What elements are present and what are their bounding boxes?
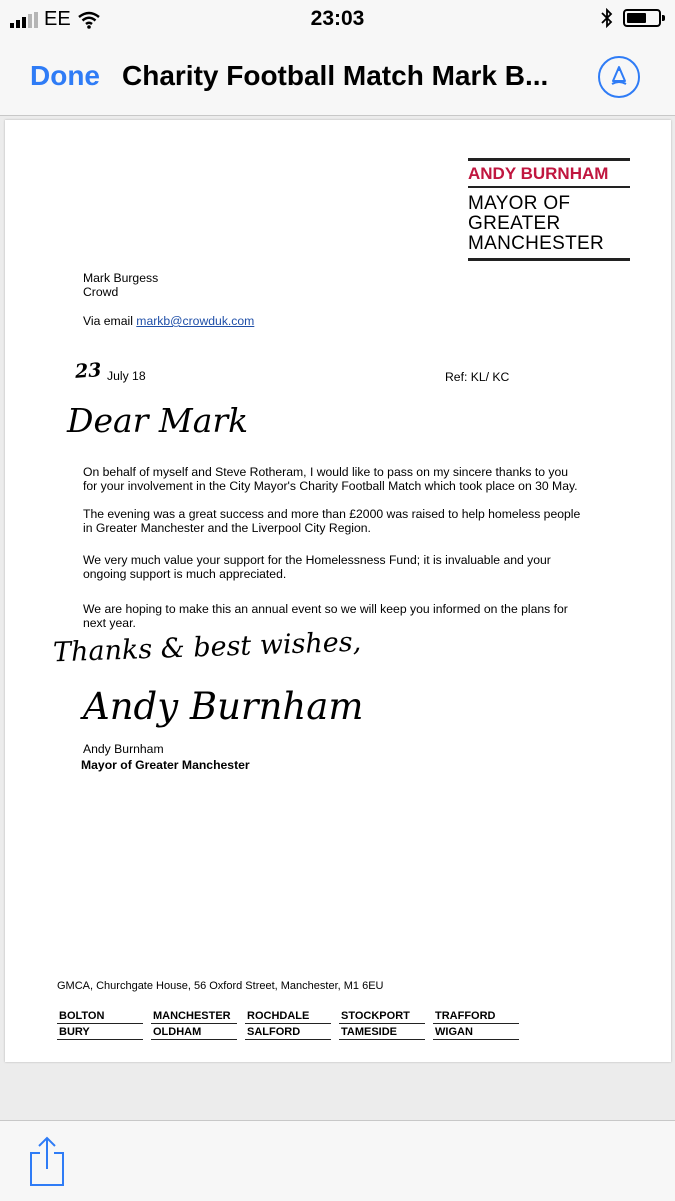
mayor-logo (468, 158, 630, 261)
council-name: TAMESIDE (339, 1024, 425, 1040)
paragraph-3-line-1: We very much value your support for the Homelessness Fund; it is invaluable and your (83, 553, 551, 567)
council-name: OLDHAM (151, 1024, 237, 1040)
navigation-bar (0, 38, 675, 116)
logo-line2: GREATER (468, 213, 561, 234)
bluetooth-icon (601, 8, 613, 28)
council-name: MANCHESTER (151, 1008, 237, 1024)
paragraph-1-line-1: On behalf of myself and Steve Rotheram, I would like to pass on my sincere thanks to you (83, 465, 569, 479)
footer-address: GMCA, Churchgate House, 56 Oxford Street, Manchester, M1 6EU (57, 980, 384, 992)
logo-rule (468, 158, 630, 161)
clock: 23:03 (310, 7, 365, 30)
email-link[interactable]: markb@crowduk.com (136, 314, 255, 328)
paragraph-4-line-1: We are hoping to make this an annual event so we will keep you informed on the plans for (83, 602, 568, 616)
bottom-toolbar (0, 1120, 675, 1201)
status-bar (0, 0, 675, 38)
logo-rule (468, 258, 630, 261)
paragraph-2-line-1: The evening was a great success and more than £2000 was raised to help homeless people (83, 507, 581, 521)
logo-line3: MANCHESTER (468, 233, 605, 254)
document-page (5, 120, 671, 1062)
handwritten-closing: Thanks & best wishes, (52, 626, 362, 669)
paragraph-2-line-2: in Greater Manchester and the Liverpool City Region. (83, 521, 371, 535)
council-name: STOCKPORT (339, 1008, 425, 1024)
markup-pen-icon[interactable] (597, 55, 641, 99)
date-day: 23 (74, 359, 103, 383)
share-icon[interactable] (28, 1135, 66, 1187)
paragraph-4-line-2: next year. (83, 616, 136, 630)
paragraph-3-line-2: ongoing support is much appreciated. (83, 567, 287, 581)
logo-name: ANDY BURNHAM (468, 164, 609, 183)
battery-icon (623, 9, 661, 27)
council-name: TRAFFORD (433, 1008, 519, 1024)
done-button[interactable]: Done (30, 60, 100, 91)
council-list (57, 1008, 527, 1040)
salutation: Dear Mark (67, 401, 249, 440)
council-name: BOLTON (57, 1008, 143, 1024)
reference: Ref: KL/ KC (445, 370, 510, 384)
paragraph-1-line-2: for your involvement in the City Mayor's Charity Football Match which took place on 30 May. (83, 479, 578, 493)
council-name: SALFORD (245, 1024, 331, 1040)
status-right (601, 8, 661, 28)
council-name: BURY (57, 1024, 143, 1040)
logo-rule (468, 186, 630, 188)
signatory-title: Mayor of Greater Manchester (81, 758, 250, 772)
document-title: Charity Football Match Mark B... (122, 60, 549, 91)
logo-line1: MAYOR OF (468, 193, 571, 214)
via-email-line (83, 314, 254, 328)
via-email-label: Via email (83, 314, 133, 328)
council-name: ROCHDALE (245, 1008, 331, 1024)
signatory-name: Andy Burnham (83, 742, 164, 756)
carrier-label: EE (44, 8, 71, 30)
recipient-name: Mark Burgess (83, 271, 159, 285)
recipient-org: Crowd (83, 285, 119, 299)
handwritten-signature: Andy Burnham (83, 685, 364, 728)
date-text: July 18 (107, 369, 146, 383)
council-name: WIGAN (433, 1024, 519, 1040)
